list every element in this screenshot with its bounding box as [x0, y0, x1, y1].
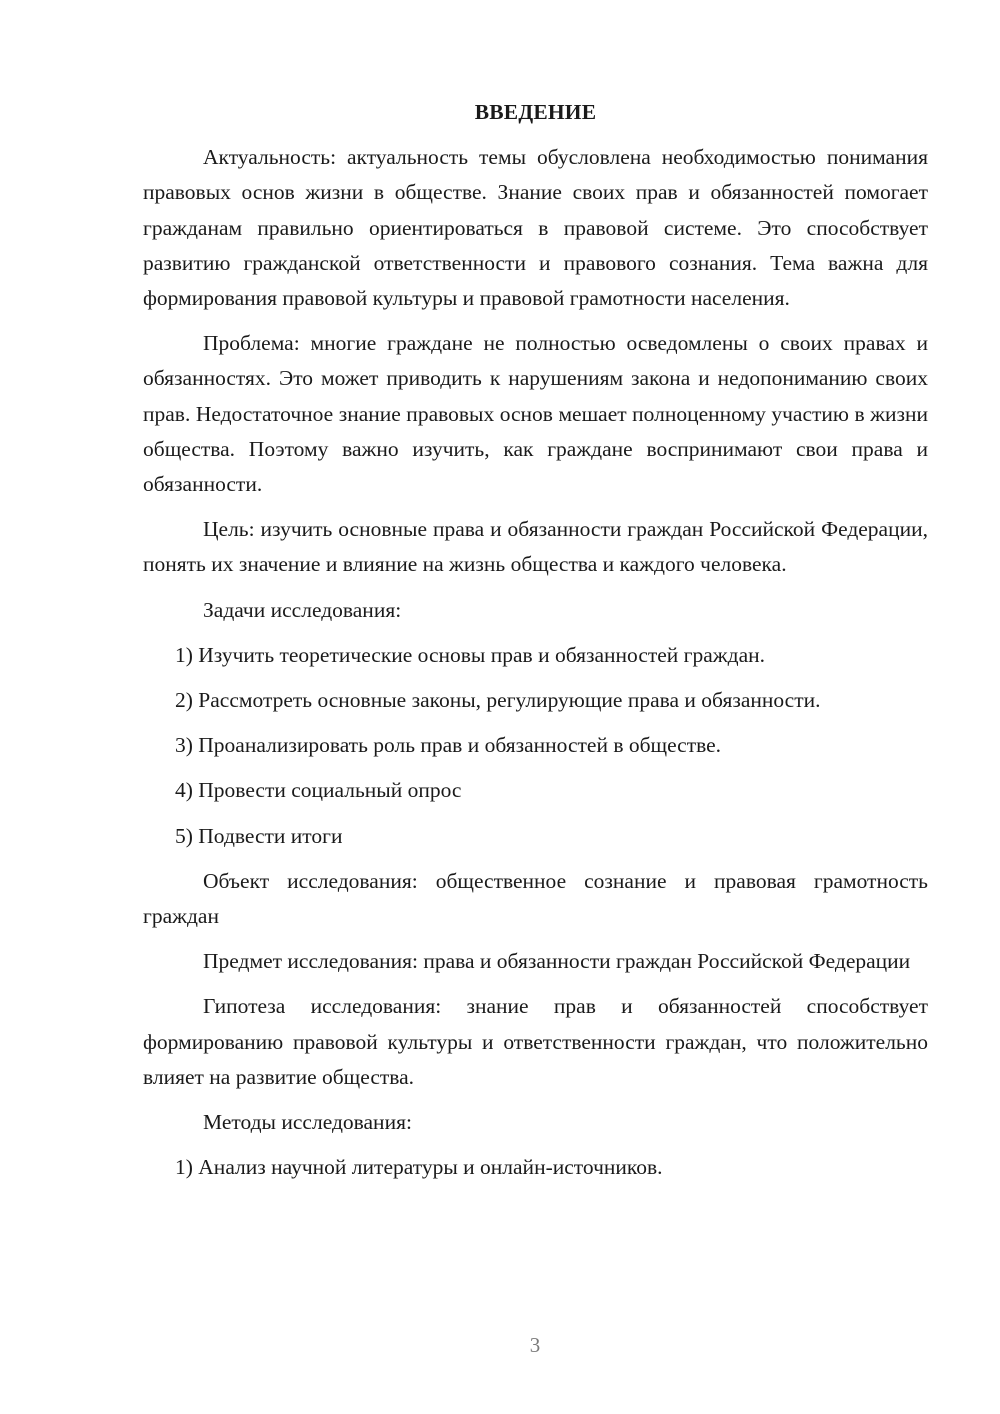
- page-number: 3: [529, 1333, 541, 1357]
- goal-paragraph: Цель: изучить основные права и обязанности граждан Российской Федерации, понять их значение и влияние на жизнь общества и каждого человека.: [143, 517, 928, 577]
- methods-heading: Методы исследования:: [203, 1110, 412, 1135]
- problem-paragraph: Проблема: многие граждане не полностью осведомлены о своих правах и обязанностях. Это может приводить к нарушениям закона и недопониманию своих прав. Недостаточное знание правовых основ мешает полноценному участию в жизни общества. Поэтому важно изучить, как граждане воспринимают свои права и обязанности.: [143, 331, 928, 497]
- list-item: 3) Проанализировать роль прав и обязанностей в обществе.: [175, 733, 722, 758]
- page-content: [143, 95, 928, 1195]
- list-item: 4) Провести социальный опрос: [175, 778, 462, 803]
- hypothesis-paragraph: Гипотеза исследования: знание прав и обязанностей способствует формированию правовой культуры и ответственности граждан, что положительно влияет на развитие общества.: [143, 994, 928, 1089]
- section-title: ВВЕДЕНИЕ: [474, 100, 597, 124]
- tasks-list: [143, 638, 928, 854]
- list-item: 1) Анализ научной литературы и онлайн-источников.: [175, 1155, 663, 1180]
- list-item: 5) Подвести итоги: [175, 823, 343, 848]
- subject-paragraph: Предмет исследования: права и обязанности граждан Российской Федерации: [203, 949, 911, 974]
- relevance-paragraph: Актуальность: актуальность темы обусловлена необходимостью понимания правовых основ жизни в обществе. Знание своих прав и обязанностей помогает гражданам правильно ориентироваться в правовой системе. Это способствует развитию гражданской ответственности и правового сознания. Тема важна для формирования правовой культуры и правовой грамотности населения.: [143, 145, 928, 311]
- list-item: 1) Изучить теоретические основы прав и обязанностей граждан.: [175, 642, 766, 667]
- object-paragraph: Объект исследования: общественное сознание и правовая грамотность граждан: [143, 868, 928, 929]
- methods-list: [143, 1150, 928, 1185]
- tasks-heading: Задачи исследования:: [203, 597, 402, 622]
- list-item: 2) Рассмотреть основные законы, регулирующие права и обязанности.: [175, 688, 821, 713]
